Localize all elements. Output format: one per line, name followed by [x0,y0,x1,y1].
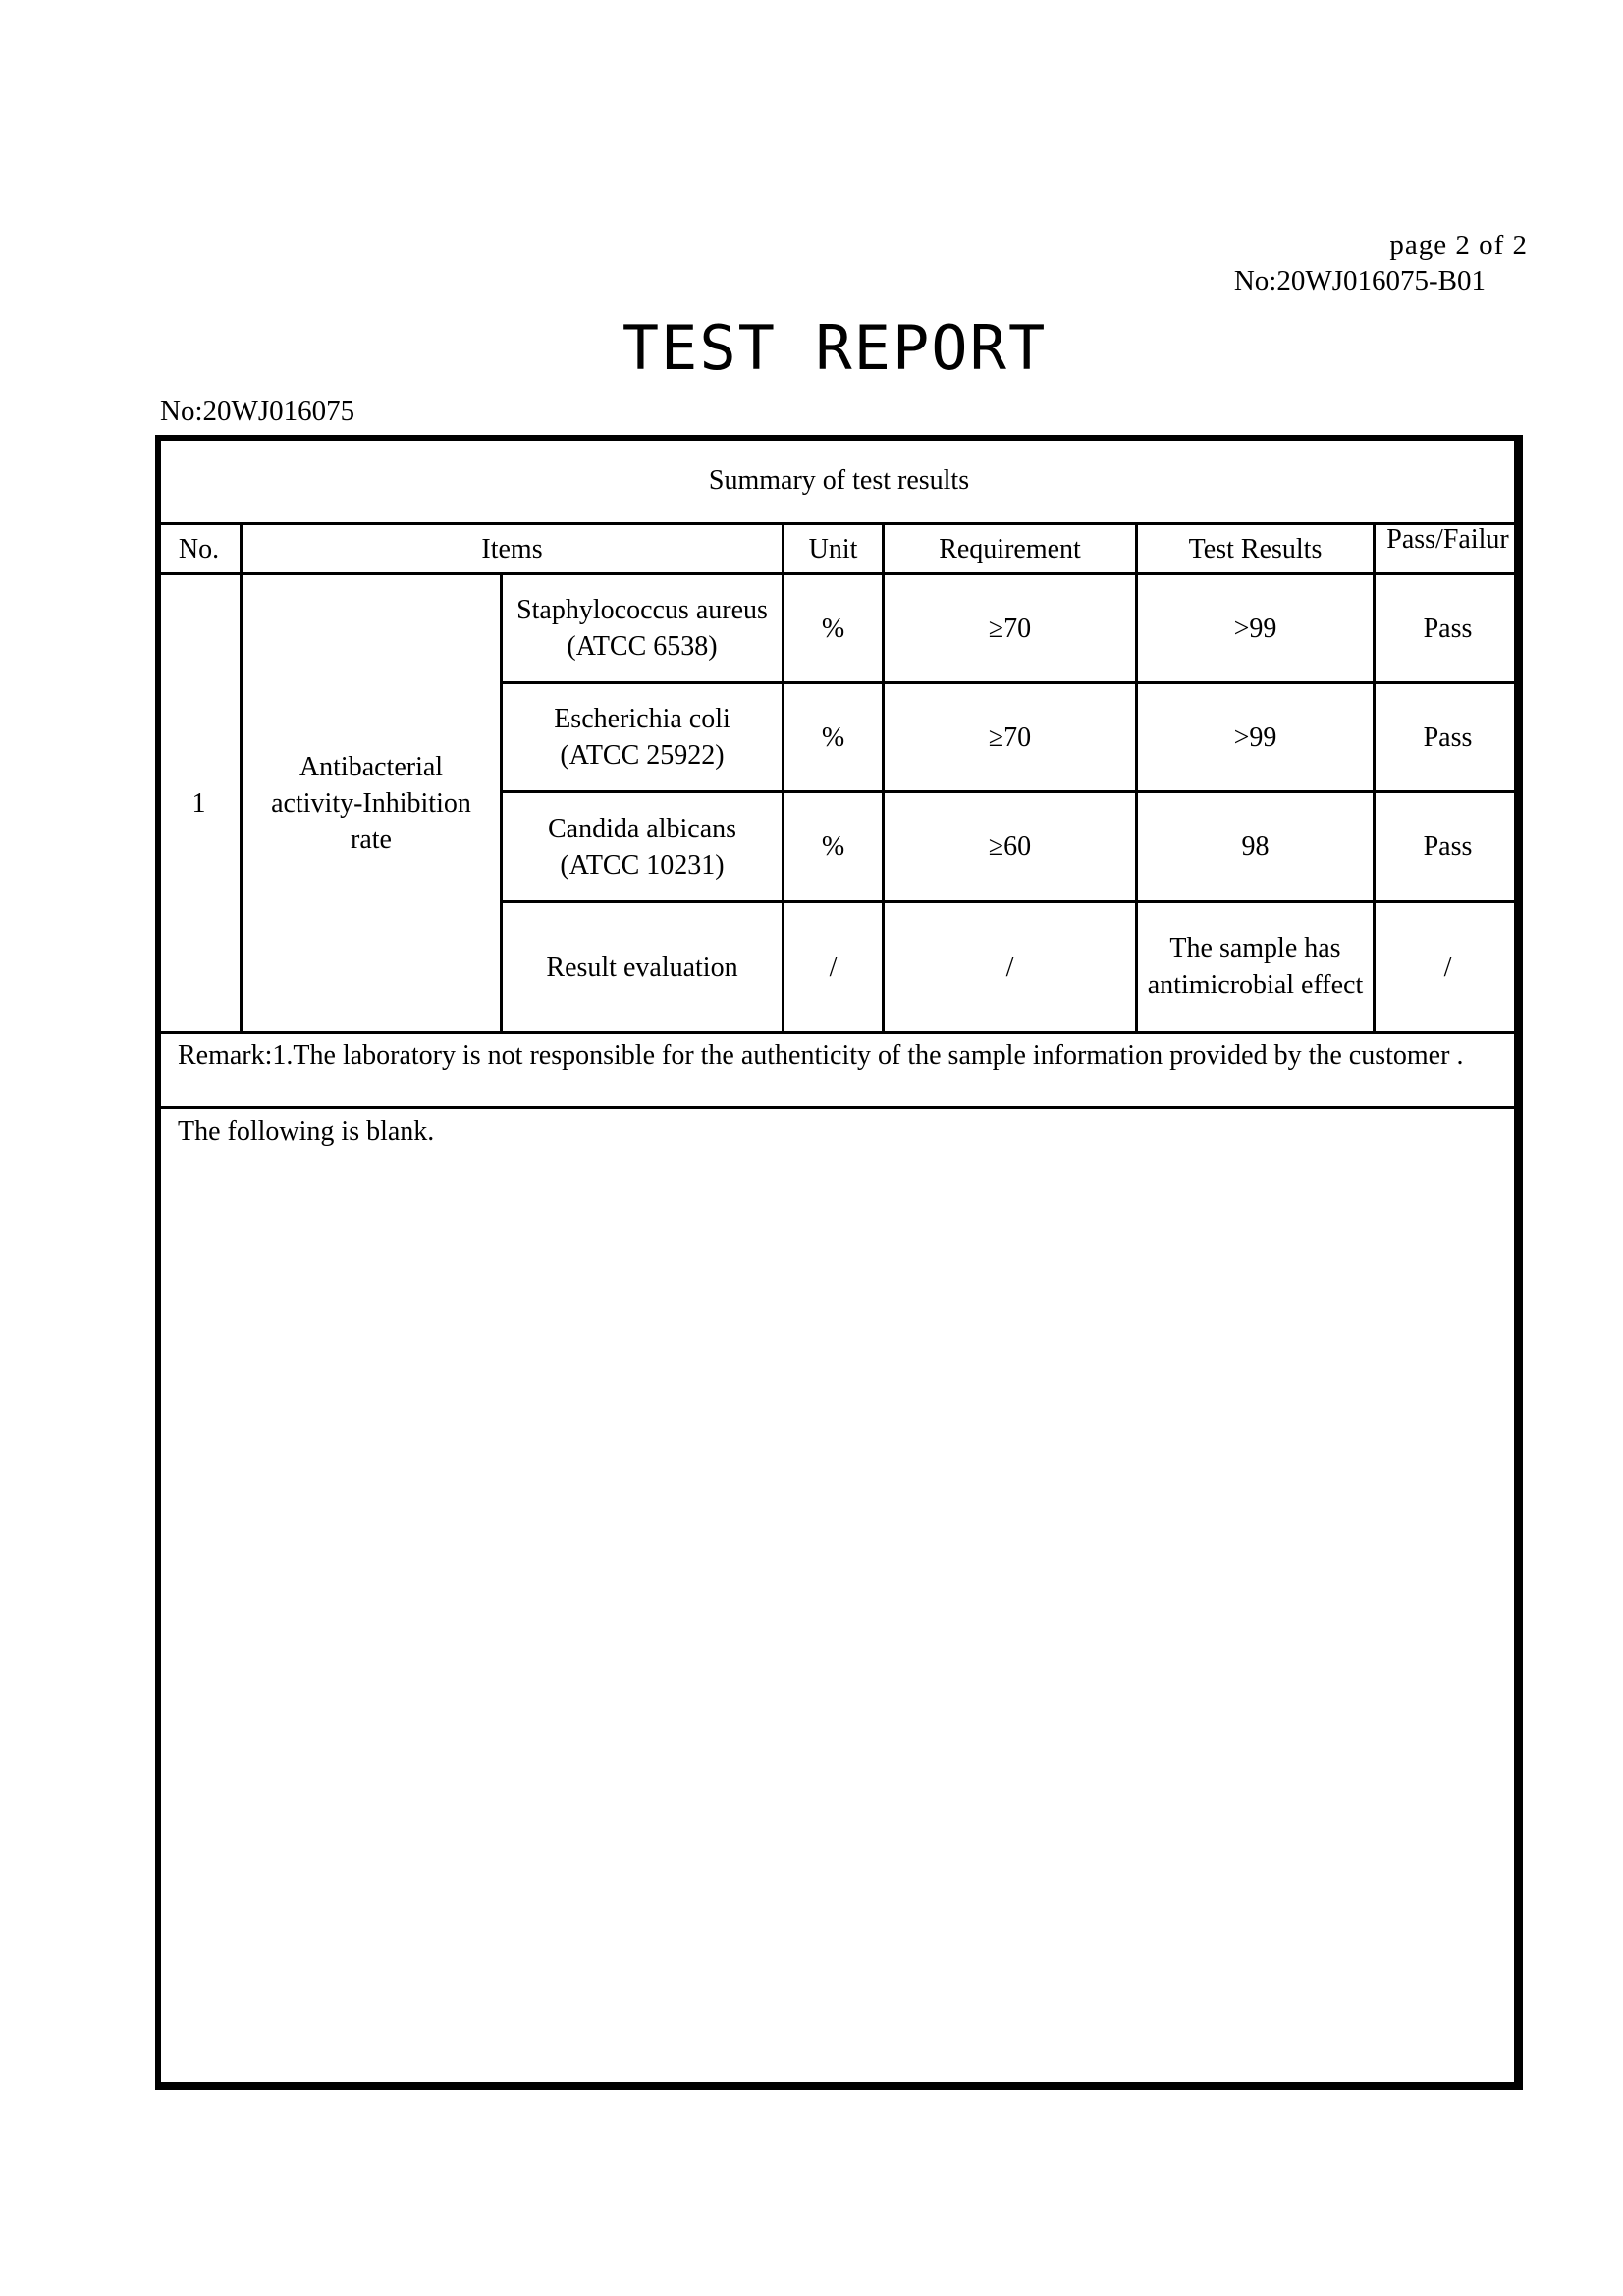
result-cell: 98 [1137,792,1375,902]
sub-item: Staphylococcus aureus (ATCC 6538) [502,574,784,683]
column-header-unit: Unit [784,524,884,574]
sub-item: Escherichia coli (ATCC 25922) [502,683,784,792]
result-cell: The sample has antimicrobial effect [1137,902,1375,1033]
pass-fail-cell: Pass [1375,792,1522,902]
table-caption: Summary of test results [157,437,1522,524]
column-header-requirement: Requirement [884,524,1137,574]
column-header-test-results: Test Results [1137,524,1375,574]
requirement-cell: ≥70 [884,574,1137,683]
page-title: TEST REPORT [622,312,1048,384]
result-cell: >99 [1137,683,1375,792]
group-number: 1 [157,574,242,1033]
result-cell: >99 [1137,574,1375,683]
requirement-cell: ≥70 [884,683,1137,792]
remark: Remark:1.The laboratory is not responsible for the authenticity of the sample information provided by the customer . [157,1033,1522,1108]
report-number-suffixed: No:20WJ016075-B01 [1233,265,1486,296]
unit-cell: % [784,683,884,792]
table-frame [155,435,1520,2088]
unit-cell: / [784,902,884,1033]
group-item: Antibacterial activity-Inhibition rate [242,574,502,1033]
pass-fail-cell: Pass [1375,683,1522,792]
column-header-no: No. [157,524,242,574]
pass-fail-cell: Pass [1375,574,1522,683]
requirement-cell: / [884,902,1137,1033]
unit-cell: % [784,792,884,902]
report-number: No:20WJ016075 [160,396,355,427]
blank-note: The following is blank. [157,1108,1522,2089]
unit-cell: % [784,574,884,683]
column-header-pass-fail: Pass/Failur [1375,524,1522,574]
page-number: page 2 of 2 [1389,230,1528,261]
requirement-cell: ≥60 [884,792,1137,902]
pass-fail-cell: / [1375,902,1522,1033]
sub-item: Result evaluation [502,902,784,1033]
column-header-items: Items [242,524,784,574]
sub-item: Candida albicans (ATCC 10231) [502,792,784,902]
